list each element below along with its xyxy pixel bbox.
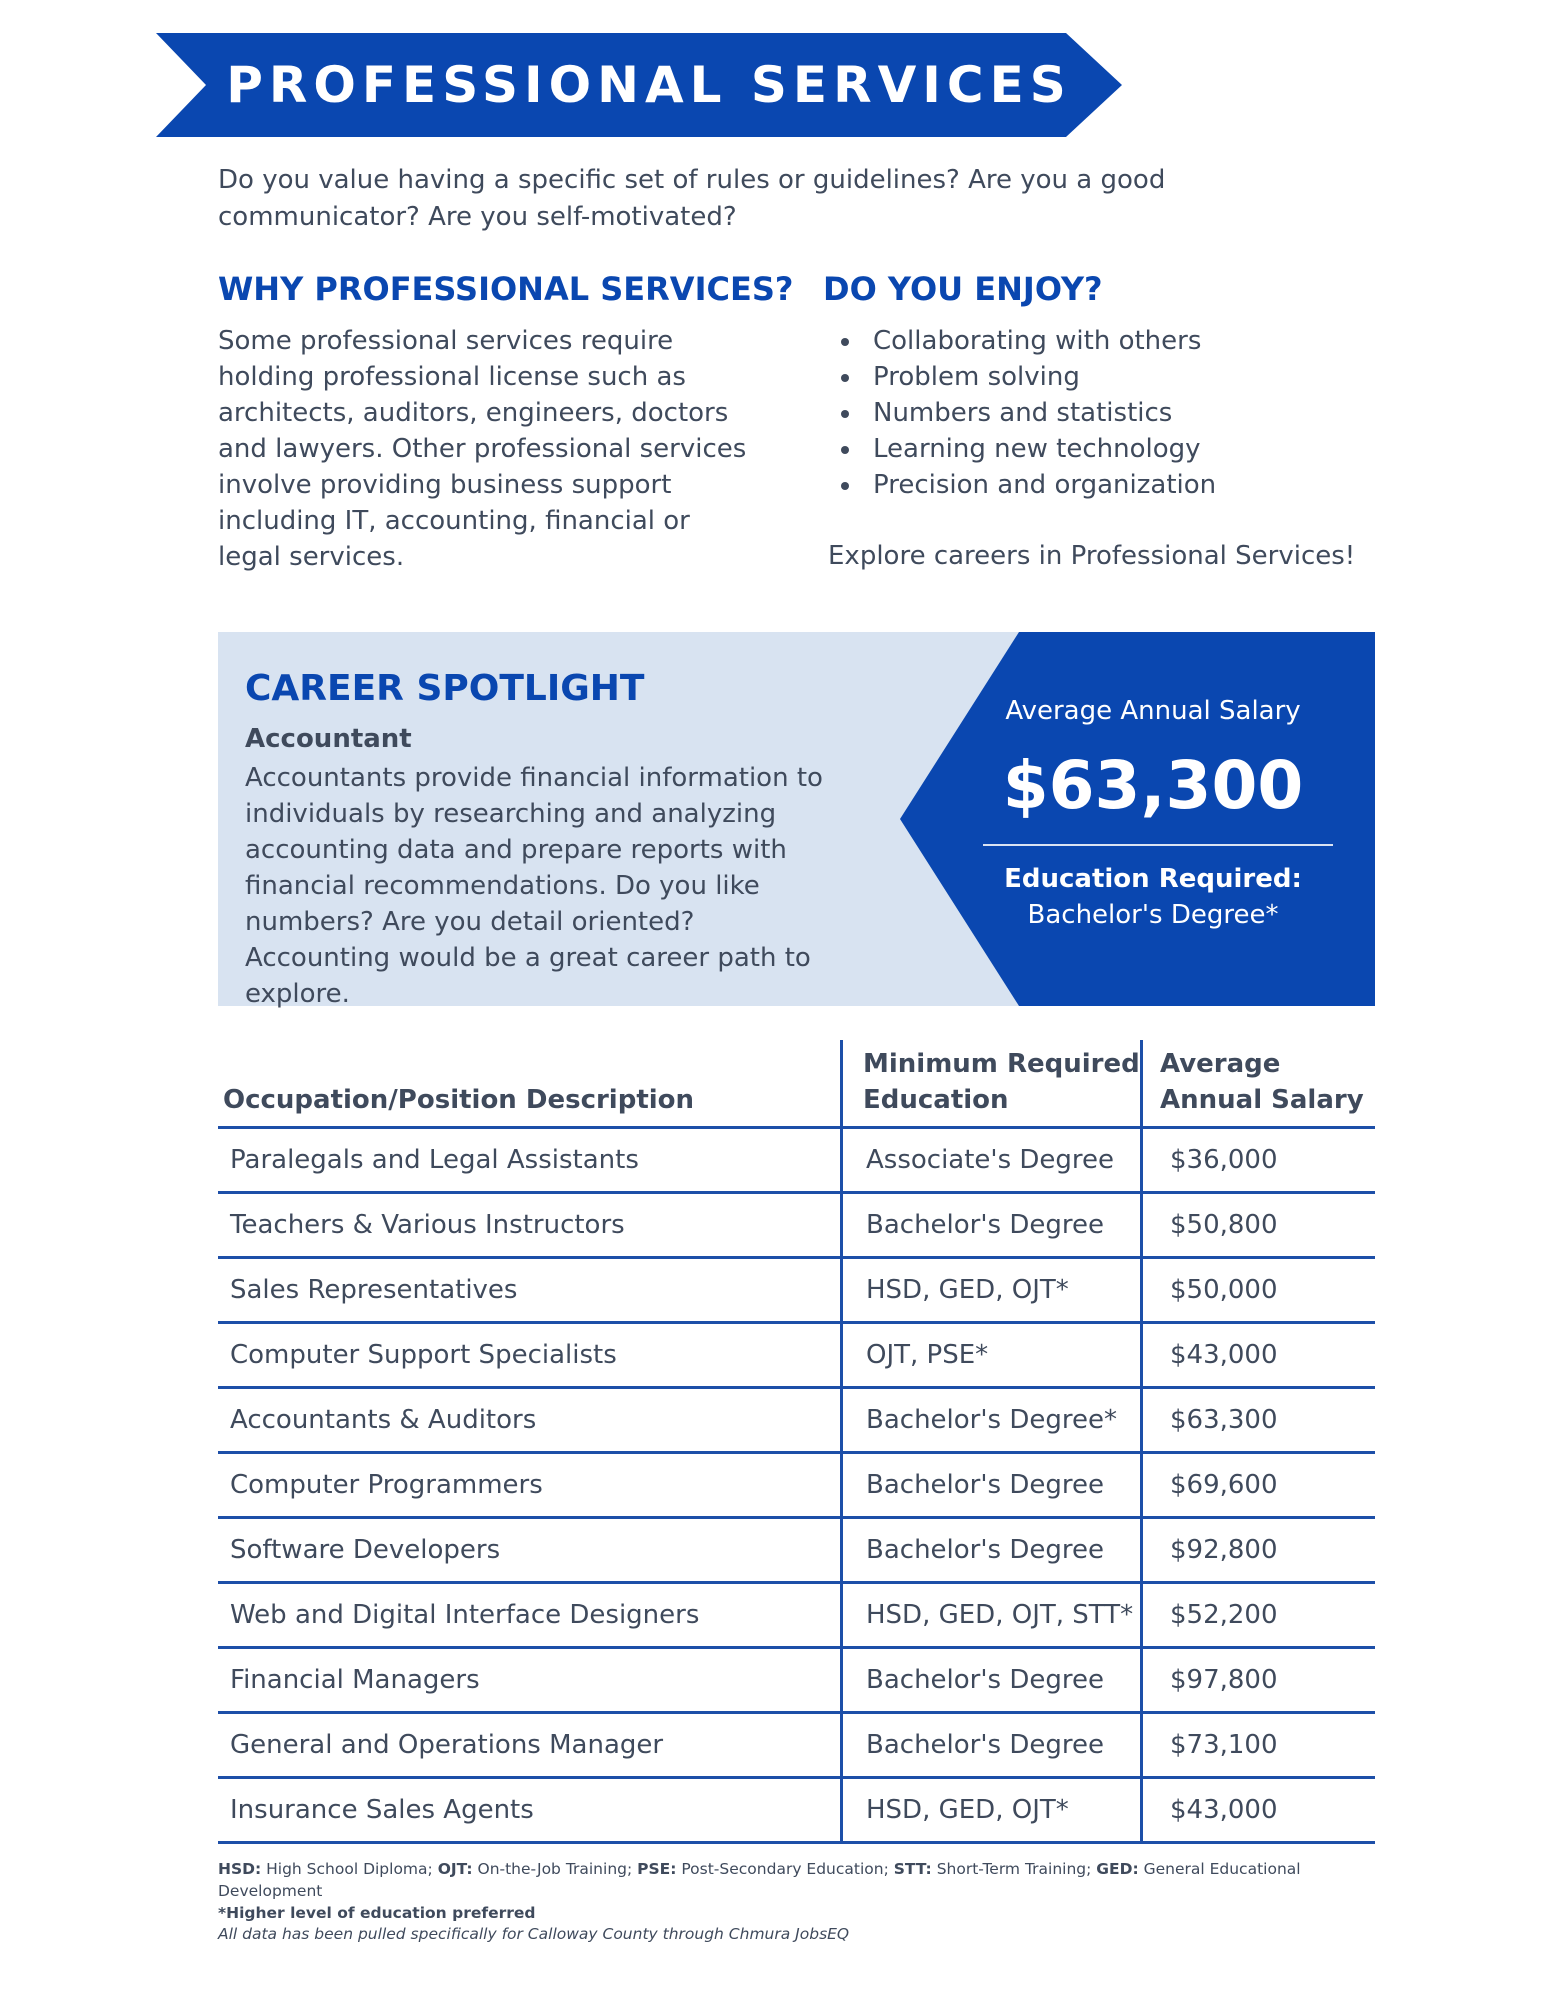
why-heading: WHY PROFESSIONAL SERVICES? [218,270,794,308]
enjoy-list [823,323,1216,503]
legend-text: Short-Term Training; [931,1860,1097,1878]
spotlight-description: Accountants provide financial information to individuals by researching and analyzing accounting data and prepare reports with financial recommendations. Do you like numbers? Are you detail oriented? Accounting would be a great career path to explore. [245,763,823,1009]
spotlight-job: Accountant [245,724,412,754]
cell-salary: $73,100 [1170,1730,1278,1760]
table-row [218,1714,1375,1779]
legend-text: High School Diploma; [261,1860,438,1878]
list-item: Numbers and statistics [823,395,1216,431]
cell-education: HSD, GED, OJT* [866,1275,1069,1305]
cell-education: Bachelor's Degree [866,1210,1104,1240]
page-title: PROFESSIONAL SERVICES [226,56,1072,114]
education-value: Bachelor's Degree* [1027,900,1279,930]
table-row [218,1389,1375,1454]
header-salary-line: Average [1160,1049,1281,1079]
career-spotlight [218,632,1375,1009]
legend-text: Post-Secondary Education; [676,1860,894,1878]
table-body [218,1129,1375,1844]
explore-text: Explore careers in Professional Services! [828,541,1356,571]
source-note: All data has been pulled specifically for Calloway County through Chmura JobsEQ [218,1925,850,1943]
table-row [218,1194,1375,1259]
table-row [218,1779,1375,1844]
table-row [218,1649,1375,1714]
table-header [218,1040,1375,1129]
intro-text: Do you value having a specific set of rules or guidelines? Are you a good communicator? Are you self-motivated? [218,165,1166,232]
cell-education: HSD, GED, OJT* [866,1795,1069,1825]
cell-salary: $36,000 [1170,1145,1278,1175]
legend-text: On-the-Job Training; [472,1860,638,1878]
header-education [863,1046,1153,1118]
table-row [218,1324,1375,1389]
cell-education: Associate's Degree [866,1145,1115,1175]
table-row [218,1129,1375,1194]
education-label: Education Required: [1004,864,1302,894]
header-salary [1160,1046,1375,1118]
salary-value: $63,300 [1002,747,1304,824]
legend-abbr: PSE: [637,1860,677,1878]
cell-occupation: Computer Programmers [230,1470,543,1500]
cell-education: OJT, PSE* [866,1340,989,1370]
cell-education: Bachelor's Degree [866,1665,1104,1695]
salary-label: Average Annual Salary [1005,696,1301,726]
careers-table [218,1040,1375,1844]
cell-education: Bachelor's Degree [866,1470,1104,1500]
list-item: Collaborating with others [823,323,1216,359]
table-row [218,1519,1375,1584]
legend-text: General Educational Development [218,1860,1301,1900]
spotlight-title: CAREER SPOTLIGHT [245,668,645,709]
legend-abbr: STT: [893,1860,932,1878]
cell-occupation: Software Developers [230,1535,501,1565]
legend-footnote [218,1902,1378,1924]
cell-education: Bachelor's Degree [866,1730,1104,1760]
cell-salary: $50,800 [1170,1210,1278,1240]
cell-occupation: Sales Representatives [230,1275,518,1305]
cell-occupation: Accountants & Auditors [230,1405,537,1435]
cell-salary: $50,000 [1170,1275,1278,1305]
cell-salary: $97,800 [1170,1665,1278,1695]
table-row [218,1584,1375,1649]
header-education-line: Minimum Required [863,1049,1140,1079]
legend-abbr: GED: [1096,1860,1139,1878]
list-item: Problem solving [823,359,1216,395]
cell-salary: $69,600 [1170,1470,1278,1500]
cell-salary: $52,200 [1170,1600,1278,1630]
cell-occupation: Financial Managers [230,1665,480,1695]
legend-line [218,1858,1378,1902]
list-item: Learning new technology [823,431,1216,467]
cell-occupation: Paralegals and Legal Assistants [230,1145,639,1175]
cell-education: HSD, GED, OJT, STT* [866,1600,1134,1630]
divider [983,844,1333,846]
header-banner [156,33,1122,137]
abbreviation-legend [218,1858,1378,1924]
cell-education: Bachelor's Degree [866,1535,1104,1565]
cell-occupation: Web and Digital Interface Designers [230,1600,700,1630]
cell-salary: $43,000 [1170,1340,1278,1370]
cell-salary: $43,000 [1170,1795,1278,1825]
cell-occupation: General and Operations Manager [230,1730,664,1760]
header-salary-line: Annual Salary [1160,1085,1364,1115]
footnote-text: *Higher level of education preferred [218,1904,536,1922]
header-education-line: Education [863,1085,1009,1115]
why-body: Some professional services require holding professional license such as architects, auditors, engineers, doctors and lawyers. Other professional services involve providing business support including IT, accounting, financial or legal services. [218,326,747,572]
legend-abbr: HSD: [218,1860,262,1878]
cell-salary: $92,800 [1170,1535,1278,1565]
table-row [218,1454,1375,1519]
enjoy-heading: DO YOU ENJOY? [823,270,1103,308]
header-occupation: Occupation/Position Description [223,1085,695,1115]
cell-salary: $63,300 [1170,1405,1278,1435]
legend-abbr: OJT: [437,1860,473,1878]
cell-education: Bachelor's Degree* [866,1405,1117,1435]
cell-occupation: Insurance Sales Agents [230,1795,534,1825]
list-item: Precision and organization [823,467,1216,503]
table-row [218,1259,1375,1324]
cell-occupation: Teachers & Various Instructors [230,1210,625,1240]
cell-occupation: Computer Support Specialists [230,1340,617,1370]
